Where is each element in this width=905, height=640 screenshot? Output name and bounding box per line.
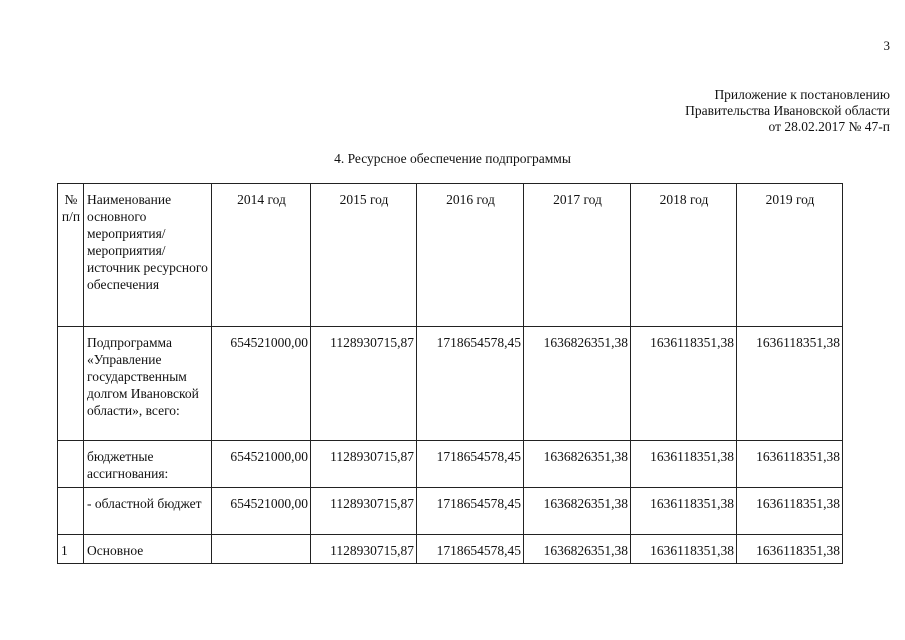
cell-2015: 1128930715,87: [311, 441, 417, 488]
cell-2019: 1636118351,38: [737, 441, 843, 488]
cell-2018: 1636118351,38: [631, 535, 737, 564]
row-index: 1: [58, 535, 84, 564]
cell-2016: 1718654578,45: [417, 441, 524, 488]
header-year-2018: 2018 год: [631, 184, 737, 327]
appendix-block: [685, 87, 890, 135]
cell-2016: 1718654578,45: [417, 327, 524, 441]
row-index: [58, 488, 84, 535]
resource-table: [57, 183, 843, 564]
appendix-line-1: Приложение к постановлению: [714, 87, 890, 102]
appendix-line-3: от 28.02.2017 № 47-п: [768, 119, 890, 134]
header-year-2015: 2015 год: [311, 184, 417, 327]
row-name: - областной бюджет: [84, 488, 212, 535]
row-name: Основное: [84, 535, 212, 564]
table-row: [58, 488, 843, 535]
cell-2016: 1718654578,45: [417, 488, 524, 535]
cell-2017: 1636826351,38: [524, 441, 631, 488]
row-name: бюджетные ассигнования:: [84, 441, 212, 488]
cell-2018: 1636118351,38: [631, 441, 737, 488]
section-title: 4. Ресурсное обеспечение подпрограммы: [334, 151, 571, 166]
table-row: [58, 327, 843, 441]
header-year-2017: 2017 год: [524, 184, 631, 327]
header-index: № п/п: [58, 184, 84, 327]
appendix-line-2: Правительства Ивановской области: [685, 103, 890, 118]
cell-2019: 1636118351,38: [737, 488, 843, 535]
row-index: [58, 441, 84, 488]
table-row: [58, 535, 843, 564]
cell-2015: 1128930715,87: [311, 488, 417, 535]
cell-2014: 654521000,00: [212, 327, 311, 441]
cell-2014: 654521000,00: [212, 488, 311, 535]
cell-2015: 1128930715,87: [311, 535, 417, 564]
cell-2018: 1636118351,38: [631, 327, 737, 441]
cell-2019: 1636118351,38: [737, 327, 843, 441]
page-number: 3: [883, 38, 890, 53]
cell-2016: 1718654578,45: [417, 535, 524, 564]
table-header-row: [58, 184, 843, 327]
cell-2014: [212, 535, 311, 564]
cell-2014: 654521000,00: [212, 441, 311, 488]
table-row: [58, 441, 843, 488]
cell-2019: 1636118351,38: [737, 535, 843, 564]
cell-2017: 1636826351,38: [524, 327, 631, 441]
row-index: [58, 327, 84, 441]
row-name: Подпрограмма «Управление государственным долгом Ивановской области», всего:: [84, 327, 212, 441]
header-name: Наименование основного мероприятия/ мероприятия/ источник ресурсного обеспечения: [84, 184, 212, 327]
cell-2017: 1636826351,38: [524, 488, 631, 535]
header-year-2019: 2019 год: [737, 184, 843, 327]
header-year-2016: 2016 год: [417, 184, 524, 327]
cell-2017: 1636826351,38: [524, 535, 631, 564]
cell-2015: 1128930715,87: [311, 327, 417, 441]
cell-2018: 1636118351,38: [631, 488, 737, 535]
header-year-2014: 2014 год: [212, 184, 311, 327]
